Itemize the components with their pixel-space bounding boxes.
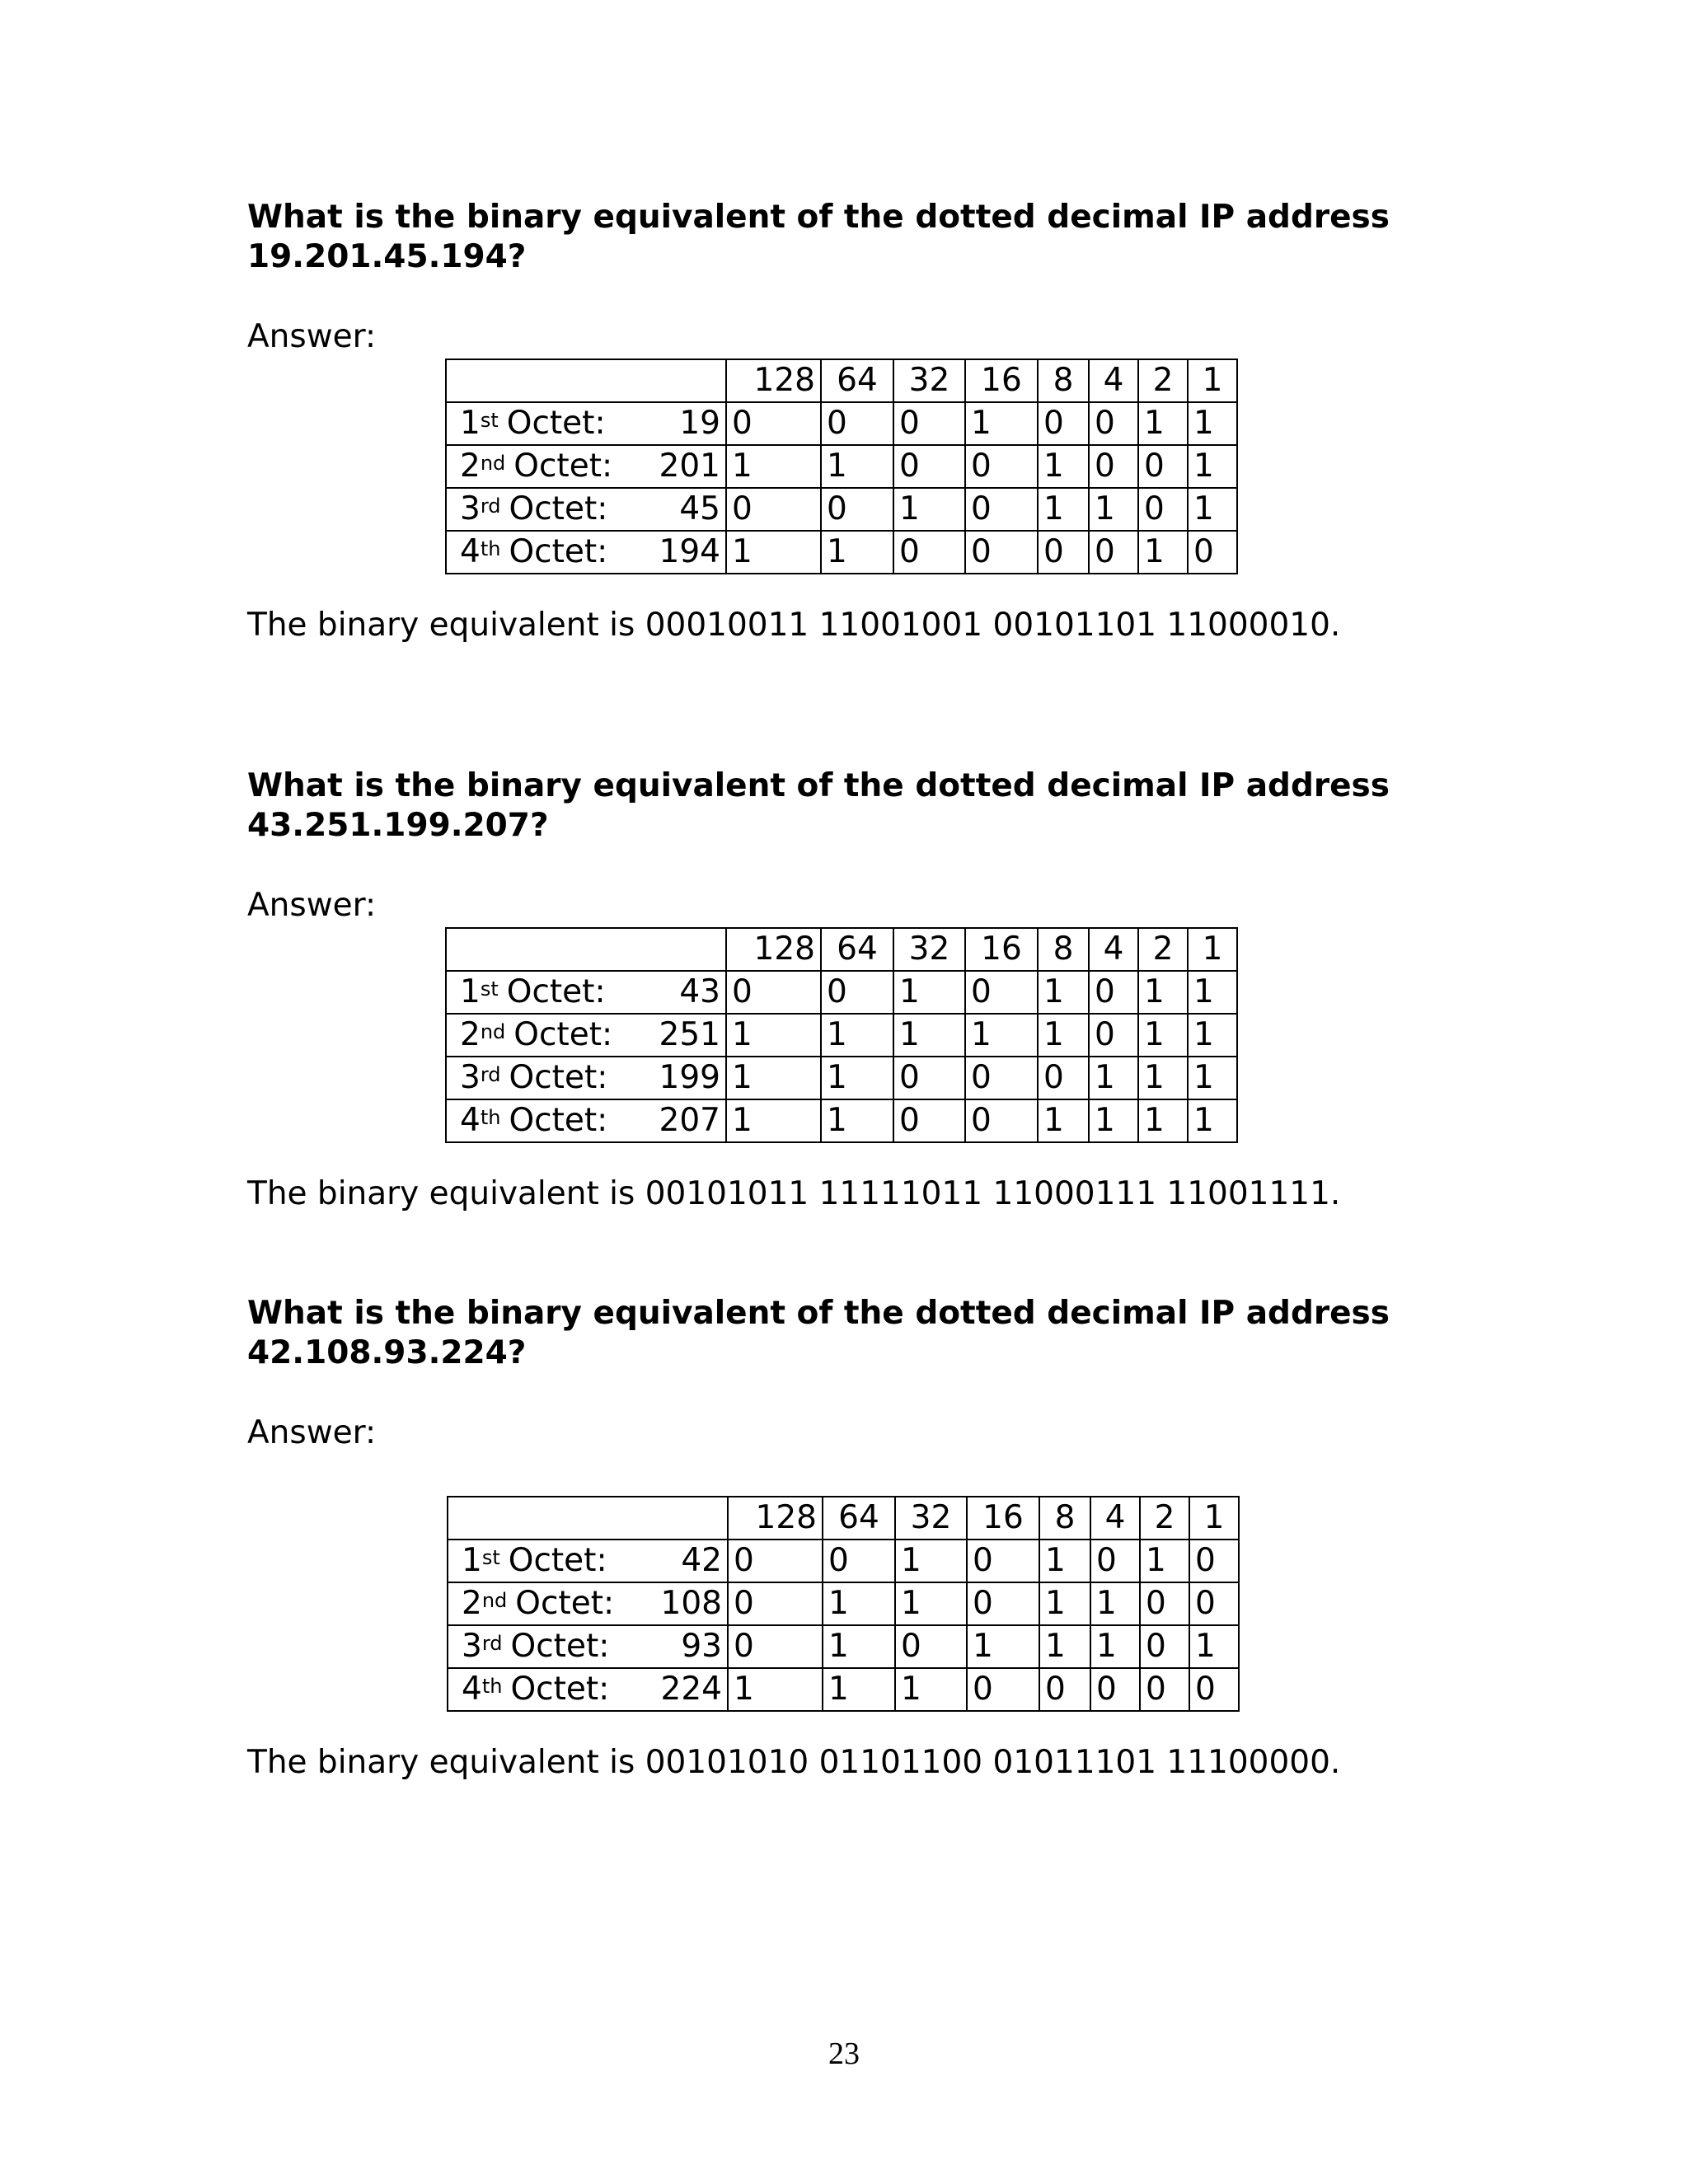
bit-cell: 0 (1138, 488, 1188, 531)
bit-cell: 0 (1188, 531, 1237, 574)
bit-cell: 1 (1188, 445, 1237, 488)
bit-cell: 0 (895, 1625, 967, 1668)
question-line-2: 43.251.199.207? (247, 807, 549, 844)
question-block-2 (247, 766, 1484, 1228)
octet-ordinal (462, 1671, 502, 1708)
octet-table (445, 359, 1238, 574)
bit-cell: 1 (1038, 1014, 1089, 1057)
bit-weight-header: 32 (893, 928, 965, 971)
octet-word: Octet: (506, 405, 606, 442)
bit-cell: 0 (1189, 1540, 1239, 1582)
bit-weight-header: 8 (1038, 928, 1089, 971)
bit-cell: 1 (1138, 531, 1188, 574)
octet-word: Octet: (509, 1102, 608, 1139)
octet-ordinal-number: 3 (460, 490, 481, 527)
bit-cell: 1 (1089, 488, 1138, 531)
bit-cell: 1 (821, 1014, 893, 1057)
octet-label-cell (448, 1668, 728, 1711)
bit-weight-header: 8 (1039, 1497, 1090, 1540)
bit-cell: 0 (893, 531, 965, 574)
octet-label-cell (446, 445, 726, 488)
octet-ordinal-number: 4 (460, 1102, 481, 1139)
bit-weight-header: 128 (726, 928, 821, 971)
header-blank-cell (446, 928, 726, 971)
bit-cell: 0 (823, 1540, 895, 1582)
bit-weight-header: 4 (1089, 928, 1138, 971)
table-header-row (446, 359, 1237, 402)
table-row (446, 488, 1237, 531)
octet-word: Octet: (513, 448, 613, 485)
bit-cell: 1 (1138, 1099, 1188, 1142)
bit-cell: 0 (1089, 531, 1138, 574)
octet-decimal-value: 201 (659, 448, 720, 485)
octet-ordinal (460, 1016, 505, 1053)
bit-cell: 1 (821, 1057, 893, 1099)
bit-cell: 1 (1038, 1099, 1089, 1142)
octet-ordinal-number: 4 (462, 1671, 482, 1708)
bit-cell: 1 (823, 1582, 895, 1625)
bit-cell: 0 (893, 402, 965, 445)
octet-word: Octet: (513, 1016, 613, 1053)
octet-word: Octet: (509, 533, 608, 570)
bit-cell: 0 (821, 488, 893, 531)
bit-weight-header: 128 (728, 1497, 823, 1540)
bit-cell: 1 (895, 1668, 967, 1711)
octet-decimal-value: 43 (679, 973, 720, 1010)
octet-ordinal-suffix: th (480, 537, 501, 560)
bit-cell: 1 (1188, 1057, 1237, 1099)
bit-cell: 1 (967, 1625, 1039, 1668)
octet-label-cell (448, 1582, 728, 1625)
bit-cell: 0 (728, 1625, 823, 1668)
bit-cell: 1 (1090, 1582, 1140, 1625)
octet-label-cell (446, 531, 726, 574)
bit-cell: 1 (821, 1099, 893, 1142)
bit-cell: 0 (965, 488, 1038, 531)
question-block-3 (247, 1294, 1484, 1788)
bit-cell: 0 (965, 1057, 1038, 1099)
bit-cell: 1 (821, 531, 893, 574)
octet-word: Octet: (510, 1671, 610, 1708)
octet-label-cell (446, 488, 726, 531)
bit-cell: 1 (823, 1625, 895, 1668)
octet-label-cell (448, 1540, 728, 1582)
bit-cell: 0 (967, 1540, 1039, 1582)
bit-cell: 0 (1038, 1057, 1089, 1099)
bit-cell: 0 (1090, 1540, 1140, 1582)
question-text (247, 198, 1484, 277)
bit-cell: 1 (893, 488, 965, 531)
bit-weight-header: 2 (1140, 1497, 1189, 1540)
bit-cell: 1 (1138, 971, 1188, 1014)
octet-label-cell (446, 971, 726, 1014)
bit-cell: 0 (1089, 445, 1138, 488)
bit-cell: 1 (728, 1668, 823, 1711)
question-line-2: 42.108.93.224? (247, 1334, 527, 1371)
table-header-row (446, 928, 1237, 971)
bit-cell: 0 (1140, 1582, 1189, 1625)
bit-weight-header: 4 (1090, 1497, 1140, 1540)
octet-ordinal-suffix: st (481, 1546, 500, 1569)
question-line-1: What is the binary equivalent of the dotted decimal IP address (247, 1295, 1390, 1332)
bit-cell: 0 (893, 1057, 965, 1099)
octet-label-cell (446, 1099, 726, 1142)
octet-ordinal-suffix: st (480, 977, 499, 1001)
answer-label: Answer: (247, 887, 377, 924)
bit-cell: 0 (726, 971, 821, 1014)
bit-cell: 0 (1039, 1668, 1090, 1711)
octet-ordinal-number: 3 (460, 1059, 481, 1096)
bit-weight-header: 1 (1188, 928, 1237, 971)
table-header-row (448, 1497, 1239, 1540)
octet-ordinal-suffix: th (480, 1106, 501, 1129)
bit-cell: 0 (893, 1099, 965, 1142)
header-blank-cell (448, 1497, 728, 1540)
bit-cell: 1 (726, 1014, 821, 1057)
bit-cell: 1 (1039, 1625, 1090, 1668)
octet-ordinal (460, 533, 500, 570)
bit-weight-header: 8 (1038, 359, 1089, 402)
bit-cell: 0 (821, 402, 893, 445)
bit-cell: 0 (726, 488, 821, 531)
bit-cell: 1 (1090, 1625, 1140, 1668)
question-block-1 (247, 198, 1484, 659)
bit-weight-header: 1 (1188, 359, 1237, 402)
answer-label: Answer: (247, 1414, 377, 1451)
bit-cell: 1 (1188, 402, 1237, 445)
octet-word: Octet: (509, 490, 608, 527)
bit-cell: 0 (1189, 1582, 1239, 1625)
octet-ordinal-suffix: rd (480, 1063, 501, 1086)
octet-decimal-value: 19 (679, 405, 720, 442)
bit-cell: 1 (1138, 1014, 1188, 1057)
octet-ordinal (460, 1102, 500, 1139)
bit-cell: 0 (1189, 1668, 1239, 1711)
octet-ordinal-number: 1 (462, 1542, 482, 1579)
question-line-2: 19.201.45.194? (247, 238, 527, 275)
bit-cell: 1 (726, 1099, 821, 1142)
octet-decimal-value: 45 (679, 490, 720, 527)
bit-cell: 0 (1090, 1668, 1140, 1711)
octet-decimal-value: 42 (681, 1542, 722, 1579)
octet-label-cell (448, 1625, 728, 1668)
octet-ordinal-number: 1 (460, 973, 481, 1010)
bit-cell: 1 (895, 1582, 967, 1625)
bit-cell: 1 (1140, 1540, 1189, 1582)
header-blank-cell (446, 359, 726, 402)
octet-ordinal-suffix: nd (480, 1020, 506, 1043)
octet-ordinal (460, 1059, 501, 1096)
octet-label-cell (446, 1057, 726, 1099)
bit-cell: 1 (1188, 1014, 1237, 1057)
bit-cell: 0 (1140, 1625, 1189, 1668)
bit-cell: 1 (1188, 1099, 1237, 1142)
octet-ordinal-suffix: rd (480, 494, 501, 518)
bit-cell: 0 (821, 971, 893, 1014)
octet-decimal-value: 108 (660, 1585, 722, 1622)
octet-word: Octet: (509, 1059, 608, 1096)
bit-weight-header: 2 (1138, 928, 1188, 971)
bit-cell: 1 (893, 971, 965, 1014)
table-row (446, 531, 1237, 574)
octet-label-cell (446, 1014, 726, 1057)
answer-label: Answer: (247, 318, 377, 355)
table-row (446, 1099, 1237, 1142)
octet-word: Octet: (508, 1542, 607, 1579)
octet-ordinal-suffix: nd (481, 1589, 508, 1612)
bit-cell: 1 (1039, 1540, 1090, 1582)
octet-decimal-value: 93 (681, 1628, 722, 1665)
question-line-1: What is the binary equivalent of the dotted decimal IP address (247, 767, 1390, 804)
bit-weight-header: 16 (965, 359, 1038, 402)
bit-cell: 1 (1038, 971, 1089, 1014)
octet-ordinal-number: 4 (460, 533, 481, 570)
bit-cell: 0 (1038, 402, 1089, 445)
bit-weight-header: 64 (821, 928, 893, 971)
bit-cell: 0 (728, 1540, 823, 1582)
octet-decimal-value: 224 (660, 1671, 722, 1708)
octet-word: Octet: (506, 973, 606, 1010)
bit-cell: 1 (893, 1014, 965, 1057)
bit-weight-header: 64 (823, 1497, 895, 1540)
bit-cell: 1 (1038, 445, 1089, 488)
octet-decimal-value: 207 (659, 1102, 720, 1139)
bit-cell: 1 (1138, 402, 1188, 445)
table-row (446, 1057, 1237, 1099)
bit-cell: 1 (821, 445, 893, 488)
bit-weight-header: 16 (965, 928, 1038, 971)
bit-cell: 1 (726, 1057, 821, 1099)
bit-cell: 0 (965, 445, 1038, 488)
octet-ordinal-suffix: st (480, 409, 499, 432)
bit-cell: 1 (1189, 1625, 1239, 1668)
octet-ordinal (462, 1542, 500, 1579)
octet-ordinal-number: 2 (462, 1585, 482, 1622)
bit-cell: 0 (728, 1582, 823, 1625)
octet-ordinal-suffix: nd (480, 452, 506, 475)
question-text (247, 1294, 1484, 1373)
bit-weight-header: 2 (1138, 359, 1188, 402)
binary-result: The binary equivalent is 00101010 01101100 01011101 11100000. (247, 1744, 1341, 1781)
octet-table (447, 1496, 1240, 1712)
octet-decimal-value: 194 (659, 533, 720, 570)
bit-cell: 1 (1188, 971, 1237, 1014)
bit-cell: 0 (965, 531, 1038, 574)
page-number: 23 (828, 2036, 860, 2071)
table-row (446, 971, 1237, 1014)
bit-cell: 1 (965, 402, 1038, 445)
bit-cell: 1 (726, 445, 821, 488)
table-row (446, 1014, 1237, 1057)
bit-cell: 0 (1140, 1668, 1189, 1711)
bit-cell: 1 (895, 1540, 967, 1582)
bit-cell: 1 (726, 531, 821, 574)
table-row (446, 445, 1237, 488)
bit-cell: 1 (1138, 1057, 1188, 1099)
table-row (448, 1668, 1239, 1711)
octet-word: Octet: (515, 1585, 615, 1622)
octet-label-cell (446, 402, 726, 445)
bit-cell: 0 (965, 971, 1038, 1014)
octet-ordinal (462, 1585, 507, 1622)
octet-ordinal-suffix: th (481, 1675, 503, 1698)
binary-result: The binary equivalent is 00101011 11111011 11000111 11001111. (247, 1175, 1341, 1212)
octet-decimal-value: 251 (659, 1016, 720, 1053)
bit-cell: 1 (1039, 1582, 1090, 1625)
octet-decimal-value: 199 (659, 1059, 720, 1096)
bit-weight-header: 16 (967, 1497, 1039, 1540)
bit-cell: 1 (1089, 1099, 1138, 1142)
bit-weight-header: 4 (1089, 359, 1138, 402)
octet-ordinal-number: 2 (460, 448, 481, 485)
bit-cell: 0 (1089, 1014, 1138, 1057)
octet-ordinal-number: 2 (460, 1016, 481, 1053)
octet-ordinal-number: 3 (462, 1628, 482, 1665)
bit-weight-header: 64 (821, 359, 893, 402)
bit-cell: 0 (965, 1099, 1038, 1142)
octet-word: Octet: (510, 1628, 610, 1665)
octet-ordinal (460, 973, 499, 1010)
bit-cell: 0 (967, 1668, 1039, 1711)
bit-cell: 0 (726, 402, 821, 445)
table-row (448, 1582, 1239, 1625)
bit-cell: 1 (1089, 1057, 1138, 1099)
bit-weight-header: 128 (726, 359, 821, 402)
table-row (446, 402, 1237, 445)
octet-table (445, 927, 1238, 1143)
bit-cell: 0 (1038, 531, 1089, 574)
table-row (448, 1625, 1239, 1668)
octet-ordinal (460, 448, 505, 485)
bit-cell: 0 (1089, 402, 1138, 445)
octet-ordinal (460, 490, 501, 527)
bit-cell: 0 (893, 445, 965, 488)
bit-cell: 0 (1138, 445, 1188, 488)
table-row (448, 1540, 1239, 1582)
bit-cell: 1 (823, 1668, 895, 1711)
bit-weight-header: 32 (895, 1497, 967, 1540)
bit-cell: 1 (1038, 488, 1089, 531)
binary-result: The binary equivalent is 00010011 11001001 00101101 11000010. (247, 607, 1341, 644)
bit-cell: 0 (967, 1582, 1039, 1625)
octet-ordinal (460, 405, 499, 442)
bit-cell: 1 (1188, 488, 1237, 531)
question-text (247, 766, 1484, 846)
bit-weight-header: 1 (1189, 1497, 1239, 1540)
octet-ordinal (462, 1628, 503, 1665)
bit-cell: 0 (1089, 971, 1138, 1014)
bit-weight-header: 32 (893, 359, 965, 402)
bit-cell: 1 (965, 1014, 1038, 1057)
octet-ordinal-number: 1 (460, 405, 481, 442)
question-line-1: What is the binary equivalent of the dotted decimal IP address (247, 199, 1390, 236)
octet-ordinal-suffix: rd (481, 1632, 503, 1655)
